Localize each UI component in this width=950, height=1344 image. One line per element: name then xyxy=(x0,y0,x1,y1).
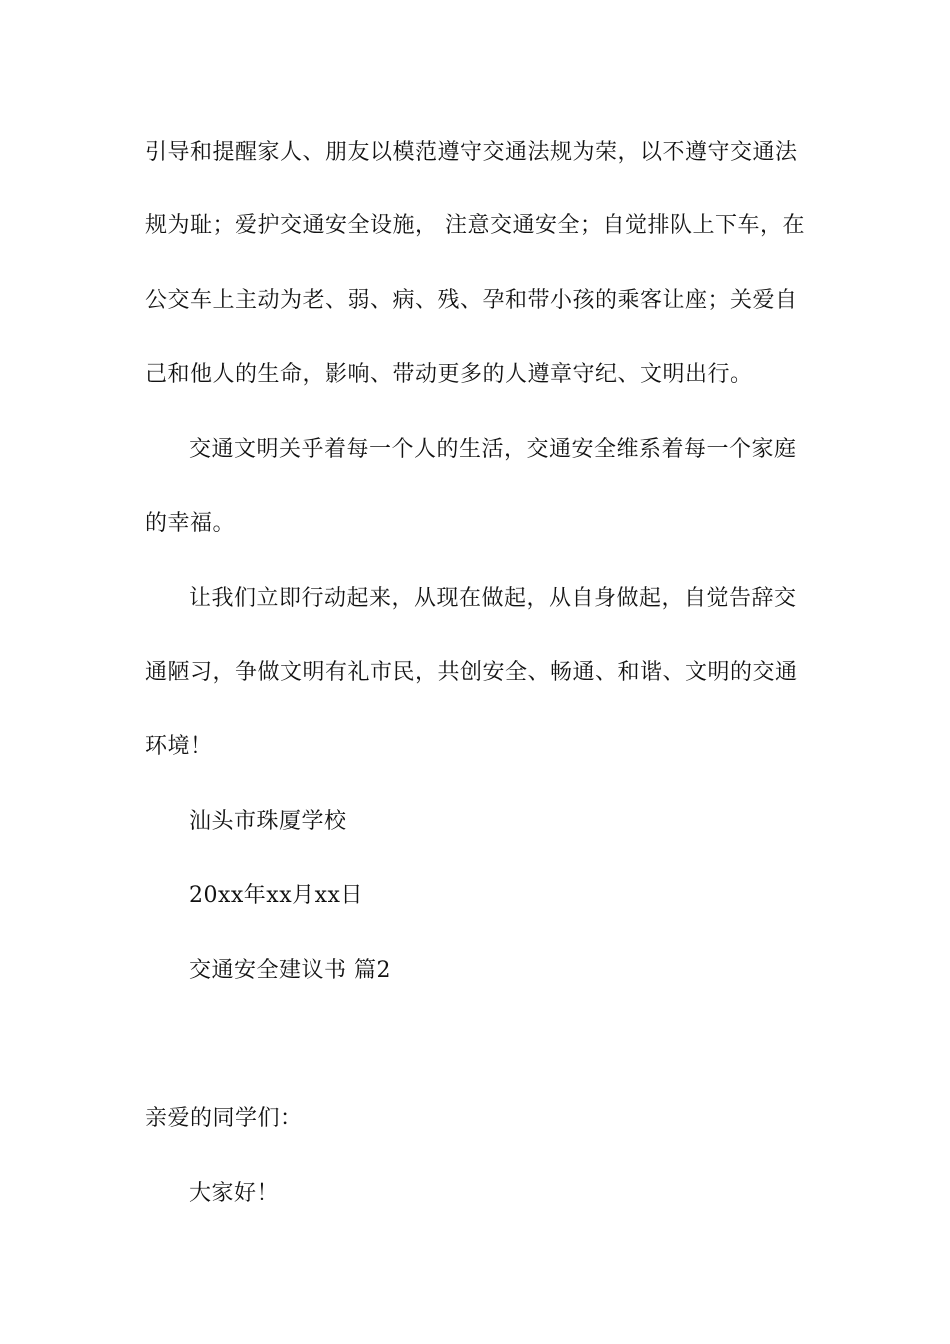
paragraph-line: 的幸福。 xyxy=(145,511,236,536)
paragraph-line: 通陋习，争做文明有礼市民，共创安全、畅通、和谐、文明的交通 xyxy=(145,660,798,685)
paragraph-line: 规为耻；爱护交通安全设施， 注意交通安全；自觉排队上下车，在 xyxy=(145,213,805,238)
paragraph-line: 让我们立即行动起来，从现在做起，从自身做起，自觉告辞交 xyxy=(189,586,797,611)
paragraph-line: 己和他人的生命，影响、带动更多的人遵章守纪、文明出行。 xyxy=(145,362,753,387)
paragraph-line: 公交车上主动为老、弱、病、残、孕和带小孩的乘客让座；关爱自 xyxy=(145,288,798,313)
section-title: 交通安全建议书 篇2 xyxy=(189,958,391,983)
signature-school: 汕头市珠厦学校 xyxy=(189,809,347,834)
greeting: 亲爱的同学们： xyxy=(145,1106,303,1131)
paragraph-line: 环境！ xyxy=(145,734,213,759)
signature-date: 20xx年xx月xx日 xyxy=(189,883,363,908)
paragraph-line: 引导和提醒家人、朋友以模范遵守交通法规为荣，以不遵守交通法 xyxy=(145,140,798,165)
salutation: 大家好！ xyxy=(189,1181,280,1206)
paragraph-line: 交通文明关乎着每一个人的生活，交通安全维系着每一个家庭 xyxy=(189,437,797,462)
